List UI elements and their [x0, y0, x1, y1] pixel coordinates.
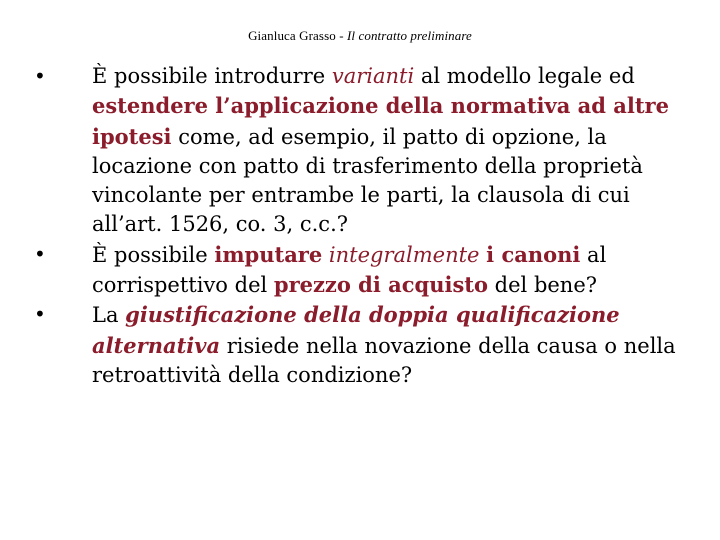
bullet-text: È possibile — [92, 242, 215, 267]
bullet-dot-icon: • — [34, 241, 46, 266]
emphasis-imputare: imputare — [214, 241, 323, 267]
bullet-text: al corrispettivo del — [92, 242, 607, 298]
emphasis-integralmente: integralmente — [328, 242, 480, 267]
bullet-text: del bene? — [488, 273, 598, 298]
emphasis-giustificazione: giustificazione della doppia qualificazione alternativa — [92, 302, 620, 358]
bullet-text: La — [92, 303, 126, 328]
bullet-text: È possibile introdurre — [92, 64, 332, 88]
header-author: Gianluca Grasso - — [248, 28, 347, 43]
bullet-dot-icon: • — [34, 302, 46, 327]
emphasis-estendere: estendere l’applicazione della normativa ad altre ipotesi — [92, 93, 669, 149]
bullet-item-giustificazione — [34, 300, 694, 390]
bullet-list — [34, 62, 694, 390]
bullet-dot-icon: • — [34, 64, 46, 88]
bullet-text — [322, 243, 329, 267]
emphasis-prezzo: prezzo di acquisto — [273, 272, 488, 298]
bullet-text: risiede nella novazione della causa o nella retroattività della condizione? — [92, 333, 676, 387]
emphasis-canoni: i canoni — [486, 241, 581, 267]
bullet-text: come, ad esempio, il patto di opzione, la locazione con patto di trasferimento della proprietà vincolante per entrambe le parti, la clausola di cui all’art. 1526, co. 3, c.c.? — [92, 124, 643, 237]
slide-header — [0, 28, 720, 44]
bullet-item-varianti — [34, 62, 694, 240]
header-title: Il contratto preliminare — [346, 28, 472, 43]
bullet-item-imputare — [34, 240, 694, 301]
bullet-text: al modello legale ed — [414, 64, 635, 88]
emphasis-varianti: varianti — [331, 64, 415, 88]
